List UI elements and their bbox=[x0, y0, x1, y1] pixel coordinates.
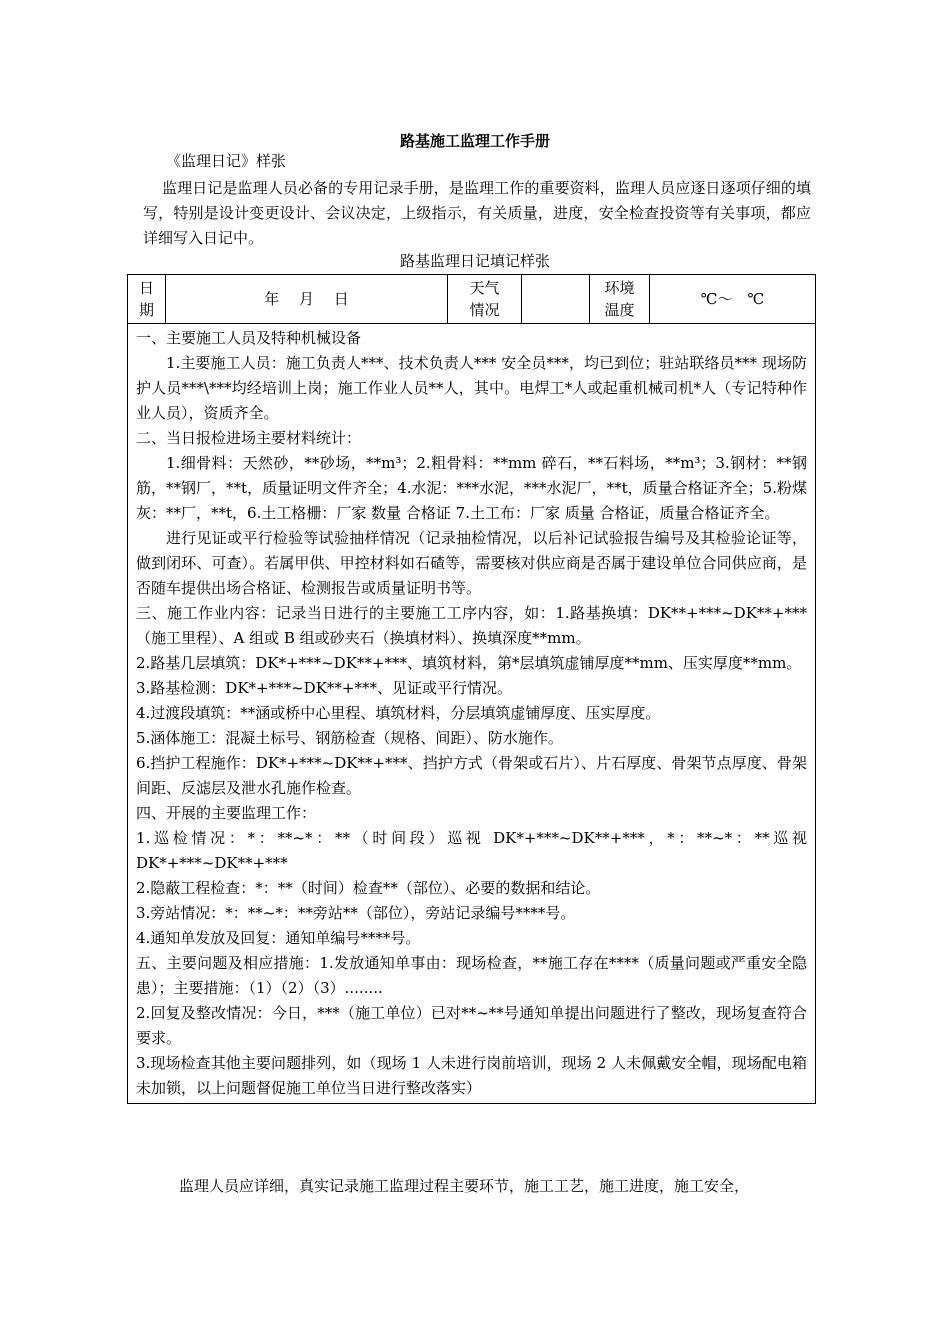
section-3-paragraph-5: 5.涵体施工：混凝土标号、钢筋检查（规格、间距）、防水施作。 bbox=[136, 729, 563, 747]
section-4-paragraph-4: 4.通知单发放及回复：通知单编号****号。 bbox=[136, 929, 421, 947]
closing-paragraph: 监理人员应详细，真实记录施工监理过程主要环节，施工工艺，施工进度，施工安全， bbox=[179, 1177, 750, 1195]
intro-subheading: 《监理日记》样张 bbox=[166, 152, 287, 170]
date-label-cell bbox=[128, 275, 166, 324]
section-5-paragraph-1: 五、主要问题及相应措施：1.发放通知单事由：现场检查，**施工存在****（质量问题或严重安全隐患）；主要措施：（1）（2）（3）........ bbox=[136, 954, 807, 997]
section-2-title: 二、当日报检进场主要材料统计： bbox=[136, 429, 362, 447]
temperature-label-line1: 环境 bbox=[604, 279, 635, 297]
weather-value-cell bbox=[522, 275, 590, 324]
section-2-paragraph-materials: 1.细骨料：天然砂，**砂场，**m³；2.粗骨料：**mm 碎石，**石料场，**m³；3.钢材：**钢筋，**钢厂，**t，质量证明文件齐全；4.水泥：***水泥，***水泥厂，**t，质量合格证齐全；5.粉煤灰：**厂，**t，6.土工格栅：厂家 数量 合格证 7.土工布：厂家 质量 合格证，质量合格证齐全。 bbox=[136, 454, 807, 522]
supervision-log-table bbox=[127, 274, 816, 1104]
section-4-paragraph-3: 3.旁站情况：*：**~*：**旁站**（部位），旁站记录编号****号。 bbox=[136, 904, 576, 922]
log-content-cell bbox=[128, 324, 816, 1104]
weather-label-line2: 情况 bbox=[469, 301, 500, 319]
section-4-title: 四、开展的主要监理工作： bbox=[136, 804, 317, 822]
section-3-paragraph-2: 2.路基几层填筑：DK*+***~DK**+***、填筑材料，第*层填筑虚铺厚度**mm、压实厚度**mm。 bbox=[136, 654, 802, 672]
table-body-row bbox=[128, 324, 816, 1104]
section-2-paragraph-sampling: 进行见证或平行检验等试验抽样情况（记录抽检情况，以后补记试验报告编号及其检验论证等，做到闭环、可查）。若属甲供、甲控材料如石碴等，需要核对供应商是否属于建设单位合同供应商，是否随车提供出场合格证、检测报告或质量证明书等。 bbox=[136, 529, 807, 597]
section-4-paragraph-1: 1.巡检情况：*：**~*：**（时间段）巡视 DK*+***~DK**+***，*：**~*：**巡视 DK*+***~DK**+*** bbox=[136, 829, 807, 872]
table-title: 路基监理日记填记样张 bbox=[399, 252, 550, 270]
temperature-label-cell bbox=[590, 275, 650, 324]
section-1-title: 一、主要施工人员及特种机械设备 bbox=[136, 329, 362, 347]
section-1-paragraph: 1.主要施工人员：施工负责人***、技术负责人*** 安全员***，均已到位；驻站联络员*** 现场防护人员***\***均经培训上岗；施工作业人员**人，其中。电焊工*人或起重机械司机*人（专记特种作业人员），资质齐全。 bbox=[136, 354, 807, 422]
weather-label-line1: 天气 bbox=[469, 279, 500, 297]
document-title: 路基施工监理工作手册 bbox=[399, 132, 550, 150]
weather-label-cell bbox=[448, 275, 522, 324]
section-4-paragraph-2: 2.隐蔽工程检查：*：**（时间）检查**（部位）、必要的数据和结论。 bbox=[136, 879, 601, 897]
section-5-paragraph-2: 2.回复及整改情况：今日，***（施工单位）已对**~**号通知单提出问题进行了整改，现场复查符合要求。 bbox=[136, 1004, 807, 1047]
table-header-row bbox=[128, 275, 816, 324]
temperature-value-cell: ℃～ ℃ bbox=[650, 275, 816, 324]
section-3-paragraph-3: 3.路基检测：DK*+***~DK**+***、见证或平行情况。 bbox=[136, 679, 512, 697]
date-label-line2: 期 bbox=[138, 301, 154, 319]
section-5-paragraph-3: 3.现场检查其他主要问题排列，如（现场 1 人未进行岗前培训，现场 2 人未佩戴安全帽，现场配电箱未加锁，以上问题督促施工单位当日进行整改落实） bbox=[136, 1054, 807, 1097]
section-3-paragraph-6: 6.挡护工程施作：DK*+***~DK**+***、挡护方式（骨架或石片）、片石厚度、骨架节点厚度、骨架间距、反滤层及泄水孔施作检查。 bbox=[136, 754, 807, 797]
date-label-line1: 日 bbox=[138, 279, 154, 297]
date-value-cell: 年 月 日 bbox=[166, 275, 448, 324]
section-3-paragraph-4: 4.过渡段填筑：**涵或桥中心里程、填筑材料，分层填筑虚铺厚度、压实厚度。 bbox=[136, 704, 661, 722]
section-3-paragraph-1: 三、施工作业内容：记录当日进行的主要施工工序内容，如：1.路基换填：DK**+***~DK**+***（施工里程）、A 组或 B 组或砂夹石（换填材料）、换填深度**mm。 bbox=[136, 604, 807, 647]
temperature-label-line2: 温度 bbox=[604, 301, 635, 319]
intro-paragraph: 监理日记是监理人员必备的专用记录手册，是监理工作的重要资料，监理人员应逐日逐项仔细的填写，特别是设计变更设计、会议决定，上级指示，有关质量，进度，安全检查投资等有关事项，都应详细写入日记中。 bbox=[143, 179, 811, 247]
